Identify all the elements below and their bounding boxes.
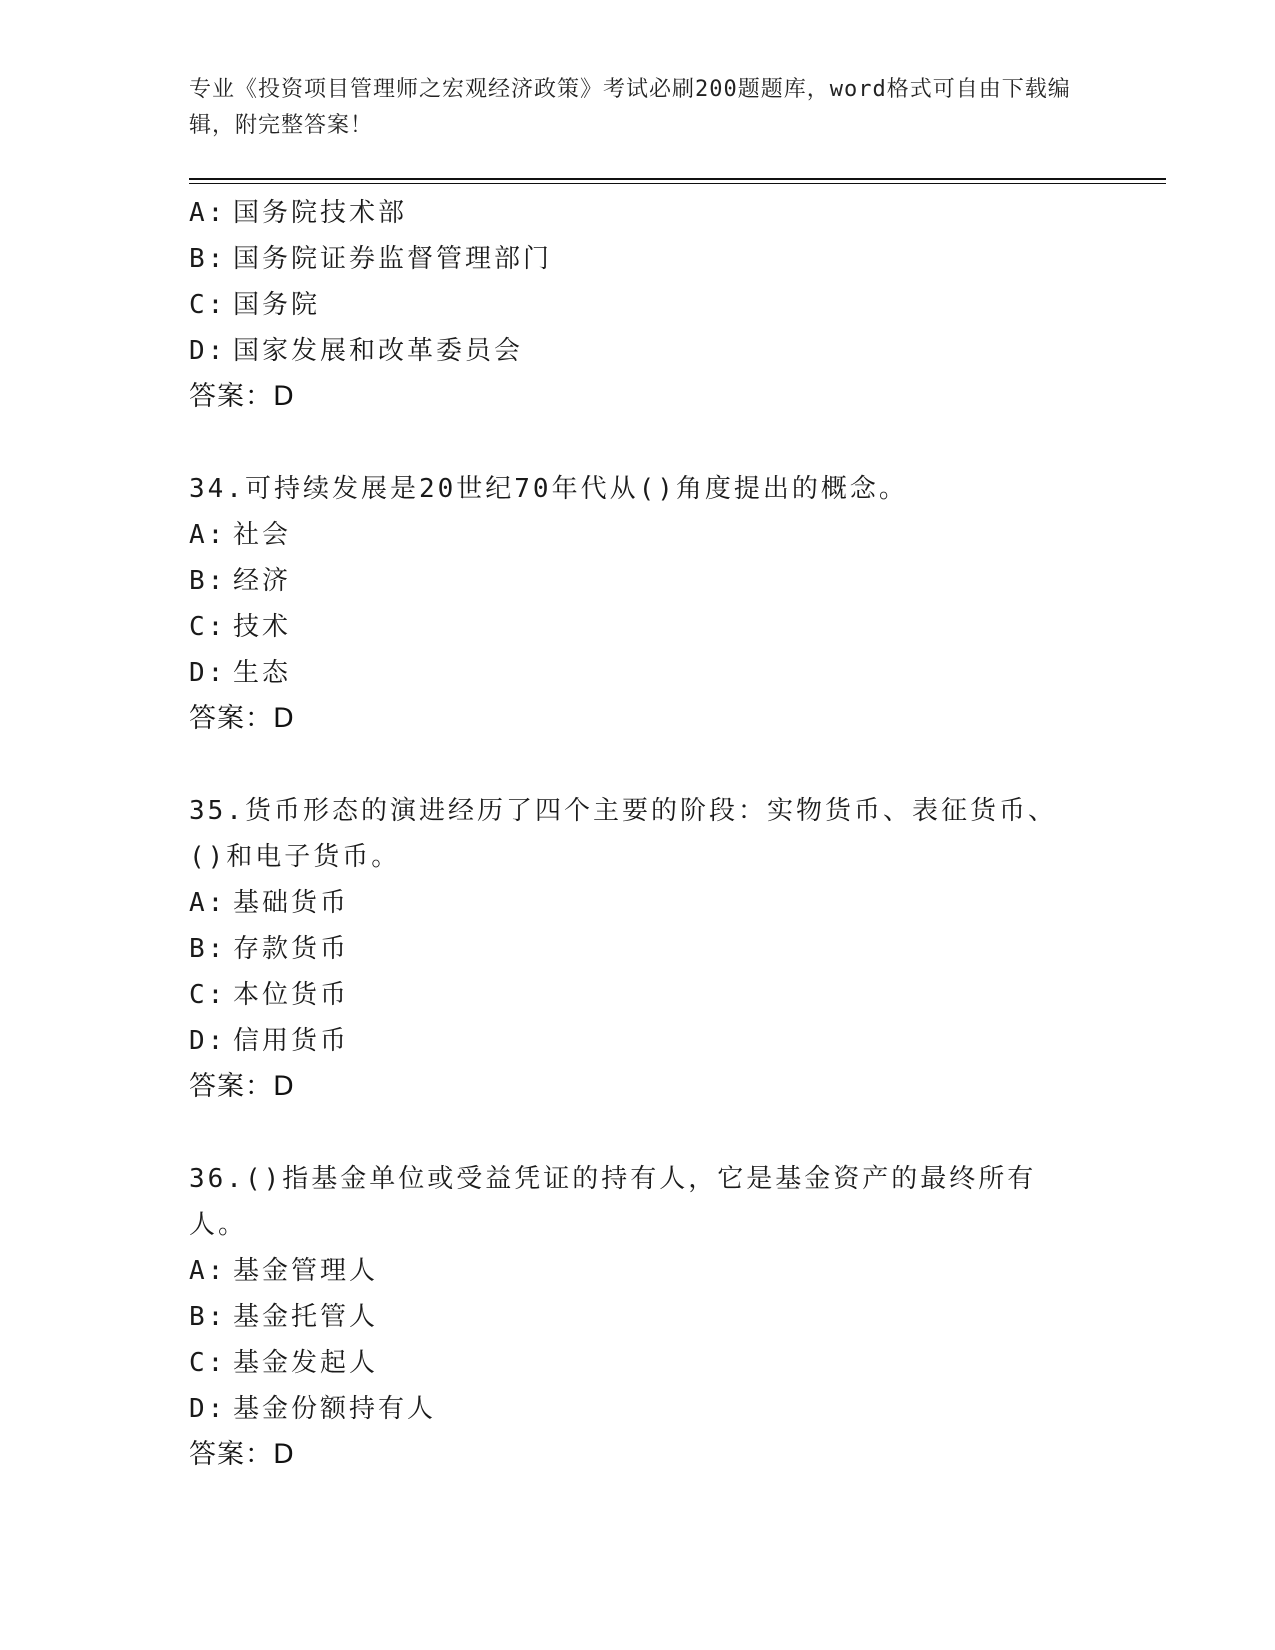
option-letter: C:	[189, 290, 227, 320]
option-b	[189, 236, 1129, 282]
option-letter: B:	[189, 244, 227, 274]
spacer	[189, 420, 1129, 466]
option-a	[189, 1248, 1129, 1294]
question-text: 36.()指基金单位或受益凭证的持有人，它是基金资产的最终所有人。	[189, 1164, 1037, 1240]
question-text: 35.货币形态的演进经历了四个主要的阶段：实物货币、表征货币、()和电子货币。	[189, 796, 1057, 872]
document-header: 专业《投资项目管理师之宏观经济政策》考试必刷200题题库，word格式可自由下载编辑，附完整答案！	[189, 77, 1071, 138]
option-text: 基金发起人	[233, 1348, 379, 1378]
option-c	[189, 604, 1129, 650]
answer-line: 答案：D	[189, 703, 295, 734]
spacer	[189, 1110, 1129, 1156]
option-b	[189, 558, 1129, 604]
option-a	[189, 512, 1129, 558]
option-letter: D:	[189, 1394, 227, 1424]
option-letter: D:	[189, 1026, 227, 1056]
option-text: 存款货币	[233, 934, 350, 964]
option-d	[189, 1386, 1129, 1432]
option-letter: D:	[189, 336, 227, 366]
option-text: 国家发展和改革委员会	[233, 336, 524, 366]
question-text: 34.可持续发展是20世纪70年代从()角度提出的概念。	[189, 474, 908, 504]
option-letter: B:	[189, 566, 227, 596]
option-letter: A:	[189, 888, 227, 918]
option-letter: A:	[189, 198, 227, 228]
option-letter: D:	[189, 658, 227, 688]
option-text: 国务院技术部	[233, 198, 408, 228]
option-d	[189, 650, 1129, 696]
answer-line: 答案：D	[189, 1439, 295, 1470]
question-block-34	[189, 466, 1129, 742]
option-text: 基金份额持有人	[233, 1394, 437, 1424]
option-letter: A:	[189, 1256, 227, 1286]
option-text: 基础货币	[233, 888, 350, 918]
question-block-33	[189, 190, 1129, 420]
option-text: 本位货币	[233, 980, 350, 1010]
option-text: 生态	[233, 658, 292, 688]
question-block-35	[189, 788, 1129, 1110]
question-block-36	[189, 1156, 1129, 1478]
option-text: 技术	[233, 612, 292, 642]
option-text: 国务院证券监督管理部门	[233, 244, 553, 274]
option-d	[189, 1018, 1129, 1064]
option-letter: C:	[189, 1348, 227, 1378]
option-text: 社会	[233, 520, 292, 550]
option-text: 信用货币	[233, 1026, 350, 1056]
option-a	[189, 190, 1129, 236]
option-text: 基金管理人	[233, 1256, 379, 1286]
option-b	[189, 1294, 1129, 1340]
spacer	[189, 742, 1129, 788]
option-text: 基金托管人	[233, 1302, 379, 1332]
option-c	[189, 1340, 1129, 1386]
option-letter: C:	[189, 612, 227, 642]
option-text: 经济	[233, 566, 292, 596]
answer-line: 答案：D	[189, 1071, 295, 1102]
option-letter: A:	[189, 520, 227, 550]
divider-thick-line	[189, 178, 1166, 180]
header-divider	[189, 178, 1166, 184]
divider-thin-line	[189, 183, 1166, 184]
question-list	[189, 190, 1129, 1478]
option-text: 国务院	[233, 290, 321, 320]
option-a	[189, 880, 1129, 926]
option-letter: C:	[189, 980, 227, 1010]
option-c	[189, 972, 1129, 1018]
option-c	[189, 282, 1129, 328]
option-letter: B:	[189, 1302, 227, 1332]
option-d	[189, 328, 1129, 374]
option-b	[189, 926, 1129, 972]
answer-line: 答案：D	[189, 381, 295, 412]
option-letter: B:	[189, 934, 227, 964]
